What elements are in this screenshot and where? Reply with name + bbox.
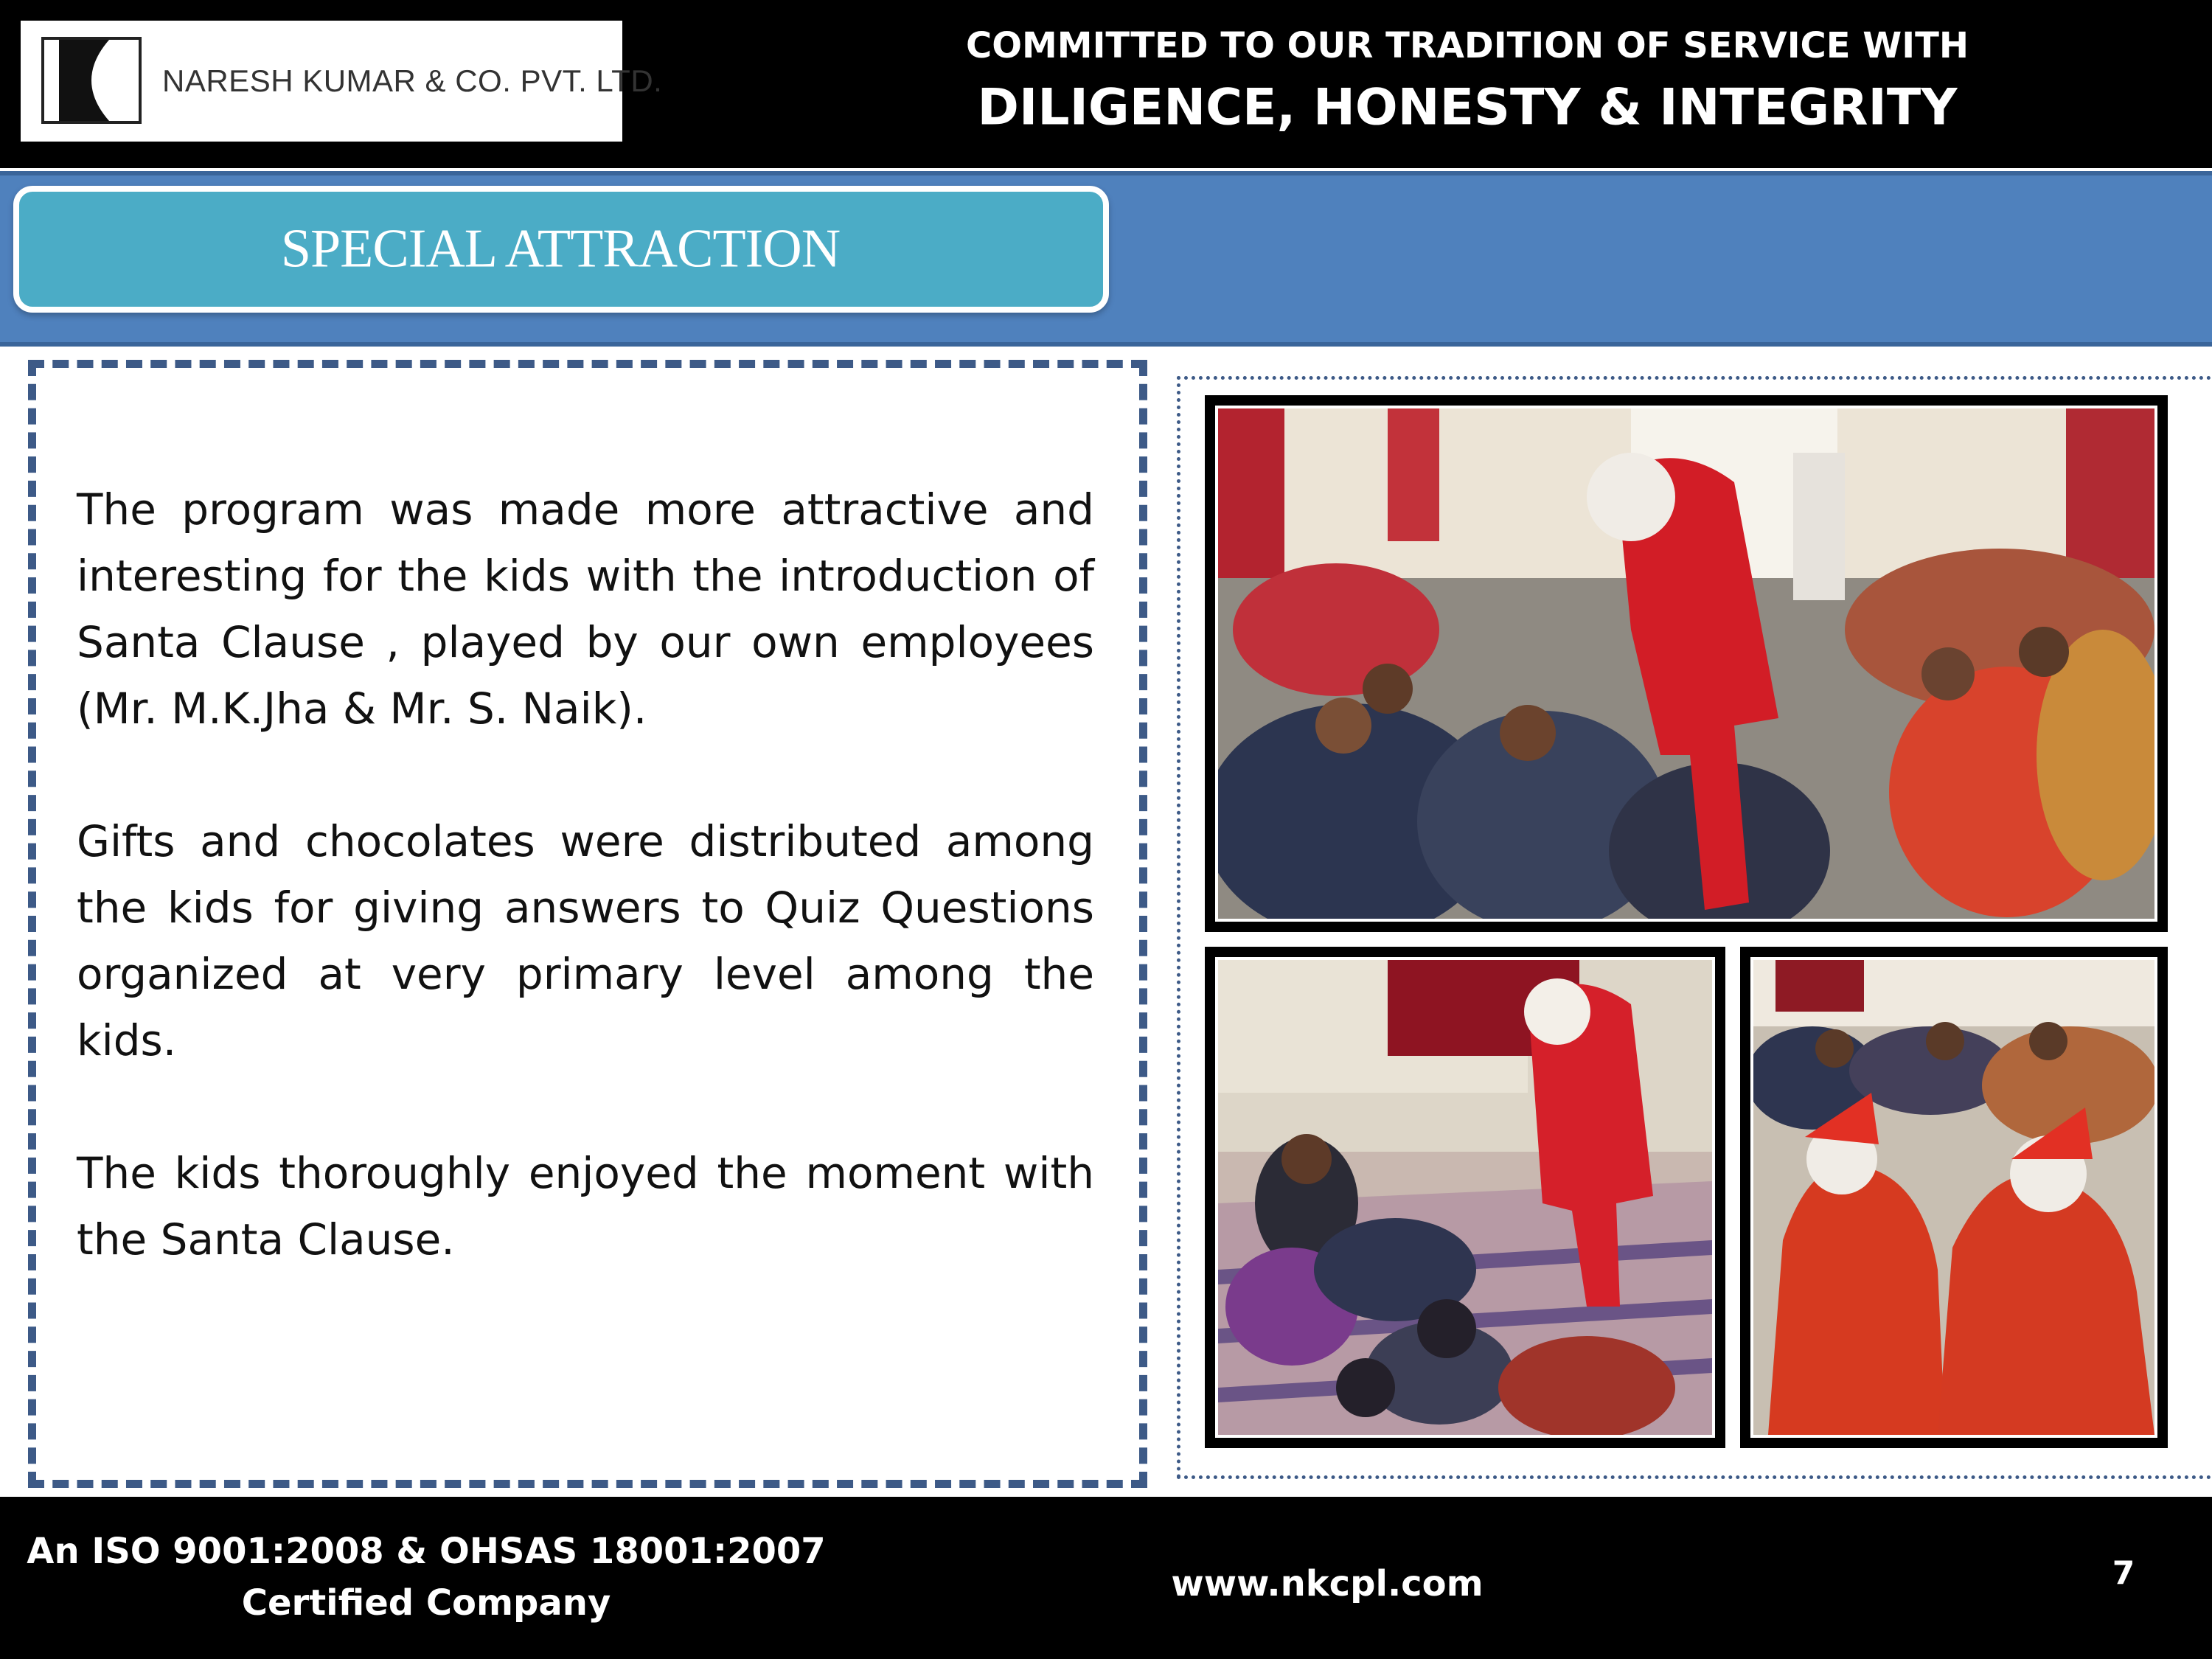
website-link[interactable]: www.nkcpl.com — [1171, 1563, 1484, 1604]
photo-gift-distribution — [1205, 947, 1725, 1448]
paragraph-santa-intro: The program was made more attractive and interesting for the kids with the introduction of Santa Clause , played by our own employees (Mr. M.K.Jha & Mr. S. Naik). — [77, 484, 1094, 734]
santa-photo-gifts — [1218, 960, 1712, 1435]
crescent-logo-icon — [41, 37, 142, 124]
photo-santas-in-crowd — [1740, 947, 2168, 1448]
santa-photo-crowd — [1753, 960, 2154, 1435]
tagline-line2: DILIGENCE, HONESTY & INTEGRITY — [977, 78, 1958, 137]
tagline-line1: COMMITTED TO OUR TRADITION OF SERVICE WITH — [966, 25, 1969, 66]
certification-line1: An ISO 9001:2008 & OHSAS 18001:2007 — [27, 1531, 826, 1572]
paragraph-enjoyment: The kids thoroughly enjoyed the moment with the Santa Clause. — [77, 1148, 1094, 1265]
company-logo — [21, 21, 663, 142]
page-number: 7 — [2112, 1554, 2135, 1593]
footer-bar — [0, 1497, 2212, 1659]
slide-title: SPECIAL ATTRACTION — [280, 218, 841, 279]
certification-line2: Certified Company — [241, 1582, 611, 1624]
photo-santa-with-children — [1205, 395, 2168, 932]
santa-photo-main — [1218, 408, 2154, 919]
paragraph-gifts: Gifts and chocolates were distributed among the kids for giving answers to Quiz Questions organized at very primary level among the kids. — [77, 816, 1094, 1065]
company-name: NARESH KUMAR & CO. PVT. LTD. — [162, 63, 663, 98]
